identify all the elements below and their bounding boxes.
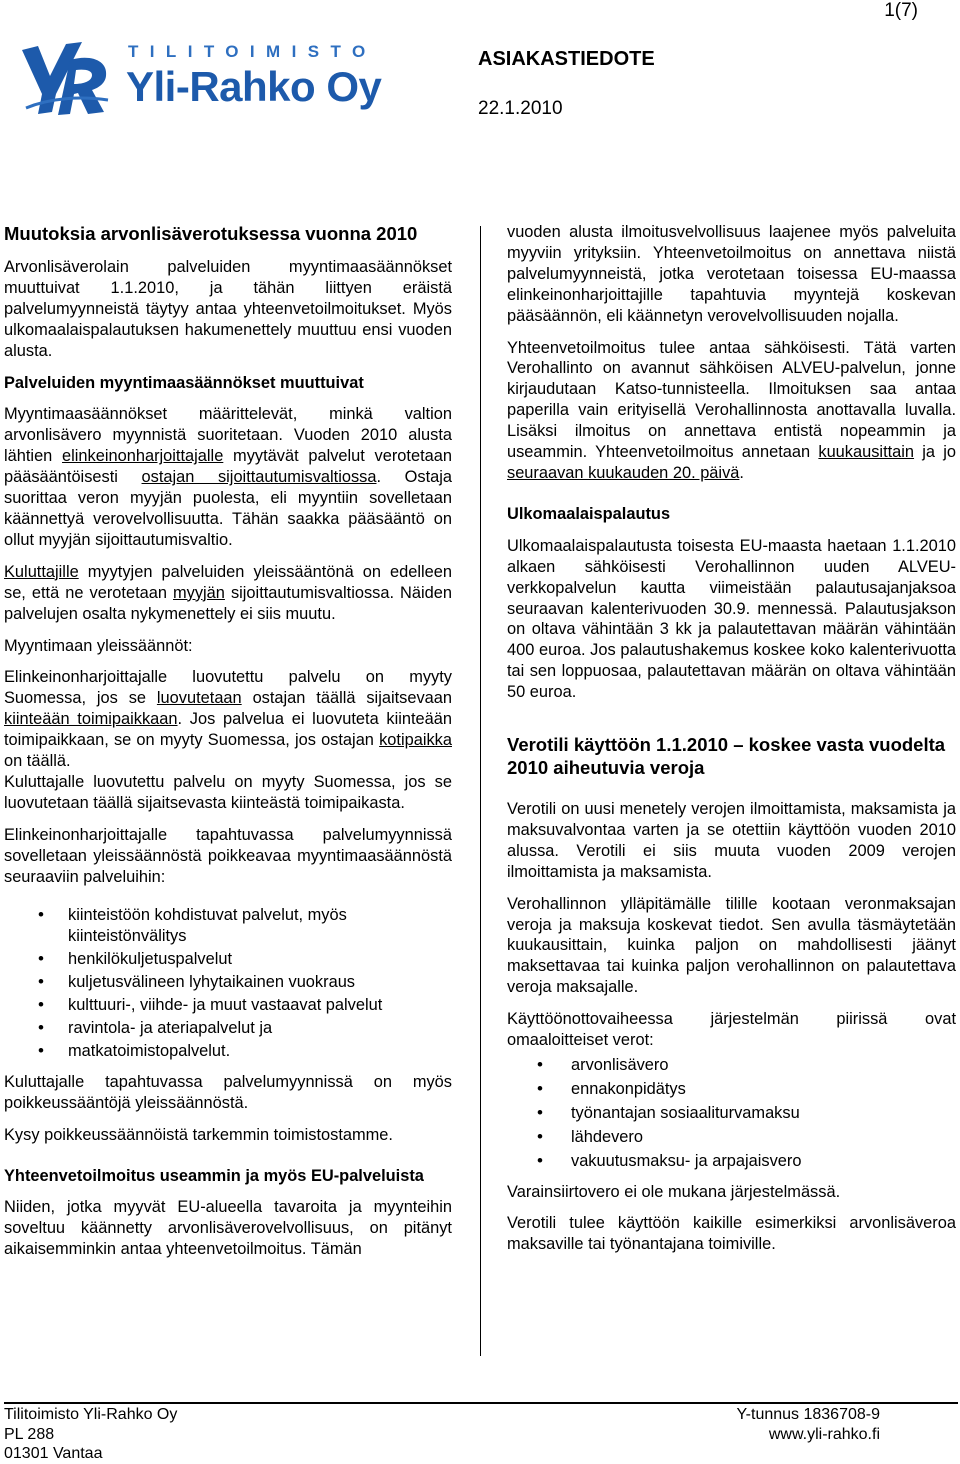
list-item: • ennakonpidätys: [507, 1079, 956, 1100]
tax-types-list: [507, 1055, 956, 1172]
paragraph-kysy: Kysy poikkeussäännöistä tarkemmin toimistostamme.: [4, 1125, 393, 1144]
paragraph-verotili-kaikille: Verotili tulee käyttöön kaikille esimerkiksi arvonlisäveroa maksaville tai työnantajana toimiville.: [507, 1214, 956, 1254]
intro-paragraph: Arvonlisäverolain palveluiden myyntimaasäännökset muuttuivat 1.1.2010, ja tähän liittyen eräistä palvelumyynneistä täytyy antaa yhteenvetoilmoitukset. Myös ulkomaalaispalautuksen hakumenettely muuttuu ensi vuoden alusta.: [4, 258, 452, 360]
list-item: • kulttuuri-, viihde- ja muut vastaavat palvelut: [4, 995, 452, 1016]
paragraph-eu-tavarat: Niiden, jotka myyvät EU-alueella tavaroita ja myynteihin soveltuu käännetty arvonlisäverovelvollisuus, on pitänyt aikaisemminkin antaa yhteenvetoilmoitus. Tämän: [4, 1198, 452, 1259]
paragraph-varainsiirtovero: Varainsiirtovero ei ole mukana järjestelmässä.: [507, 1182, 841, 1201]
heading-palveluiden-myyntimaa: Palveluiden myyntimaasäännökset muuttuivat: [4, 373, 364, 392]
footer-website-link[interactable]: www.yli-rahko.fi: [768, 1425, 880, 1443]
paragraph-kuluttajalle-poikkeus: Kuluttajalle tapahtuvassa palvelumyynnissä on myös poikkeussääntöjä yleissäännöstä.: [4, 1072, 452, 1112]
list-item: • kiinteistöön kohdistuvat palvelut, myös kiinteistönvälitys: [4, 905, 452, 947]
paragraph-verotili-uusi: Verotili on uusi menetely verojen ilmoittamista, maksamista ja maksuvalvontaa varten ja se otettiin käyttöön vuoden 2010 alussa. Verotili ei siis muuta vuoden 2009 verojen ilmoittamista ja maksamista.: [507, 800, 956, 881]
logo-company-name: Yli-Rahko Oy: [126, 63, 382, 110]
list-item: • lähdevero: [507, 1127, 956, 1148]
service-exceptions-list: [4, 905, 452, 1061]
left-column: [4, 222, 452, 1271]
right-column: [507, 222, 956, 1266]
list-item: • vakuutusmaksu- ja arpajaisvero: [507, 1151, 956, 1172]
footer-divider: [4, 1402, 958, 1404]
paragraph-ilmoitusvelvollisuus: vuoden alusta ilmoitusvelvollisuus laajenee myös palveluita myyviin yrityksiin. Yhteenvetoilmoitus on annettava niistä palvelumyynneistä, jotka verotetaan toisessa EU-maassa elinkeinonharjoittajille tapahtuvia myyntejä koskevan pääsäännön, eli käännetyn verovelvollisuuden nojalla.: [507, 223, 956, 325]
list-item: • henkilökuljetuspalvelut: [4, 949, 452, 970]
paragraph-kayttoonotto: Käyttöönottovaiheessa järjestelmän piirissä ovat omaaloitteiset verot:: [507, 1010, 956, 1050]
paragraph-elinkeinonharjoittajalle: Elinkeinonharjoittajalle luovutettu palvelu on myyty Suomessa, jos se luovutetaan ostajan täällä sijaitsevaan kiinteään toimipaikkaan. Jos palvelua ei luovuteta kiinteään toimipaikkaan, se on myyty Suomessa, jos ostajan kotipaikka on täällä.: [4, 668, 452, 771]
heading-verotili: Verotili käyttöön 1.1.2010 – koskee vasta vuodelta 2010 aiheutuvia veroja: [507, 734, 946, 779]
footer-po-box: PL 288: [4, 1425, 55, 1443]
page-number: 1(7): [884, 0, 918, 21]
article-title: Muutoksia arvonlisäverotuksessa vuonna 2010: [4, 223, 418, 244]
yr-logo-mark-icon: [20, 38, 110, 118]
company-logo: [20, 38, 382, 120]
heading-yhteenvetoilmoitus: Yhteenvetoilmoitus useammin ja myös EU-palveluista: [4, 1166, 424, 1185]
footer-address: [4, 1405, 177, 1464]
paragraph-yleissaannot-label: Myyntimaan yleissäännöt:: [4, 636, 193, 655]
list-item: • matkatoimistopalvelut.: [4, 1041, 452, 1062]
list-item: • kuljetusvälineen lyhytaikainen vuokraus: [4, 972, 452, 993]
footer-business-id: Y-tunnus 1836708-9: [736, 1406, 880, 1423]
paragraph-myyntimaasaannokset: Myyntimaasäännökset määrittelevät, minkä valtion arvonlisävero myynnistä suoritetaan. Vuoden 2010 alusta lähtien elinkeinonharjoittajalle myytävät palvelut verotetaan pääsääntöisesti ostajan sijoittautumisvaltiossa. Ostaja suorittaa veron myyjän puolesta, eli myyntiin sovelletaan käännettyä verovelvollisuutta. Tähän saakka pääsääntö on ollut myyjän sijoittautumisvaltio.: [4, 405, 452, 549]
paragraph-kuluttajille: Kuluttajille myytyjen palveluiden yleissääntönä on edelleen se, että ne verotetaan myyjän sijoittautumisvaltiossa. Näiden palvelujen osalta nykymenettely ei siis muutu.: [4, 562, 452, 623]
list-item: • ravintola- ja ateriapalvelut ja: [4, 1018, 452, 1039]
column-divider: [480, 226, 481, 1356]
list-item: • arvonlisävero: [507, 1055, 956, 1076]
footer-company: Tilitoimisto Yli-Rahko Oy: [4, 1406, 178, 1423]
paragraph-sahkoisesti: Yhteenvetoilmoitus tulee antaa sähköisesti. Tätä varten Verohallinto on avannut sähköisen ALVEU-palvelun, jonne kirjaudutaan Katso-tunnisteella. Ilmoituksen saa antaa paperilla vain erityisellä Verohallinnosta anottavalla luvalla. Lisäksi ilmoitus on annettava entistä nopeammin ja useammin. Yhteenvetoilmoitus annetaan kuukausittain ja jo seuraavan kuukauden 20. päivä.: [507, 338, 956, 482]
paragraph-poikkeava-myyntimaa: Elinkeinonharjoittajalle tapahtuvassa palvelumyynnissä sovelletaan yleissäännöstä poikkeavaa myyntimaasäännöstä seuraaviin palveluihin:: [4, 825, 452, 886]
logo-top-line: TILITOIMISTO: [128, 42, 377, 61]
document-date: 22.1.2010: [478, 98, 563, 119]
list-item: • työnantajan sosiaaliturvamaksu: [507, 1103, 956, 1124]
paragraph-kuluttajalle-luovutettu: Kuluttajalle luovutettu palvelu on myyty Suomessa, jos se luovutetaan täällä sijaitsevasta kiinteästä toimipaikasta.: [4, 772, 452, 812]
paragraph-verohallinnon-tili: Verohallinnon ylläpitämälle tilille kootaan veronmaksajan veroja ja maksuja koskevat tiedot. Sen avulla täsmäytetään kuukausittain, kuinka paljon on mahdollisesti jäänyt maksettavaa tai kuinka paljon verohallinnon on palautettava veroja maksajalle.: [507, 894, 956, 997]
paragraph-ulkomaalaispalautus: Ulkomaalaispalautusta toisesta EU-maasta haetaan 1.1.2010 alkaen sähköisesti Verohallinnon uuden ALVEU-verkkopalvelun kautta viimeistään palautusajanjaksoa seuraavan kalenterivuoden 30.9. mennessä. Palautusjakson on oltava vähintään 3 kk ja palautettavan määrän vähintään 400 euroa. Jos palautushakemus koskee koko kalenterivuotta tai sen loppuosaa, palautettavan määrän on oltava vähintään 50 euroa.: [507, 536, 956, 702]
footer-city: 01301 Vantaa: [4, 1445, 103, 1462]
heading-ulkomaalaispalautus: Ulkomaalaispalautus: [507, 504, 671, 523]
document-title: ASIAKASTIEDOTE: [478, 48, 655, 70]
footer-contact: [736, 1405, 880, 1444]
